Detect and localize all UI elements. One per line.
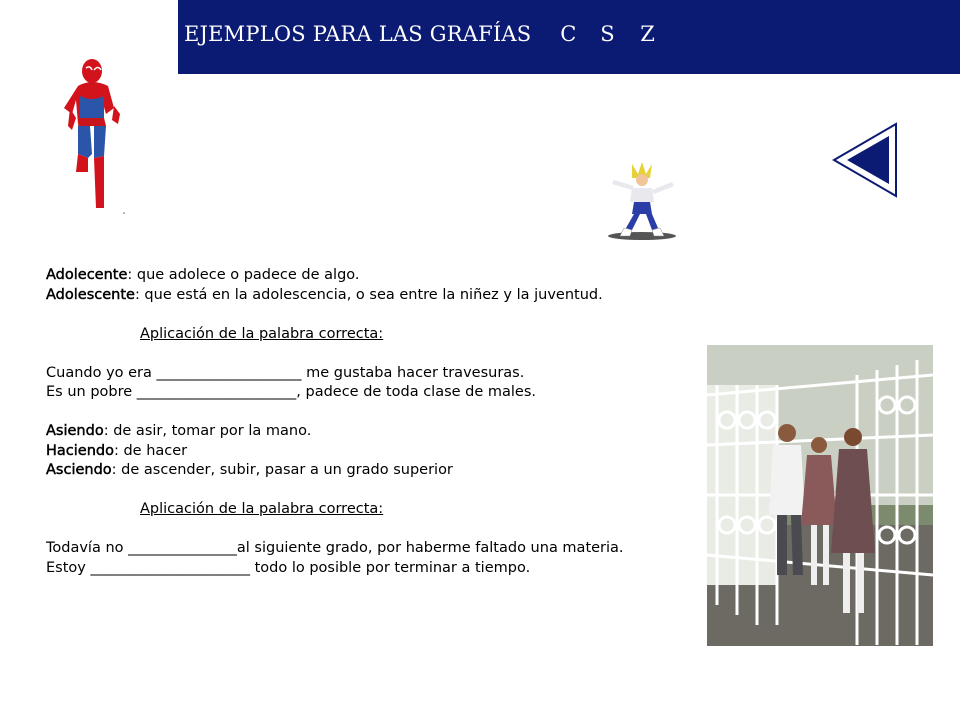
definition-adolecente: [46, 266, 666, 286]
section-heading-2: Aplicación de la palabra correcta:: [140, 501, 384, 517]
letter-s: S: [600, 22, 615, 46]
content-body: [46, 266, 666, 578]
definition-text: : de hacer: [113, 442, 188, 459]
title-letters: [560, 22, 680, 46]
term: Haciendo: [46, 442, 114, 459]
section-heading-1: Aplicación de la palabra correcta:: [140, 325, 384, 342]
term: Adolescente: [46, 286, 135, 303]
spiderman-figure: [56, 56, 146, 216]
exercise-4: Estoy ______________________ todo lo posible por terminar a tiempo.: [46, 559, 531, 576]
exercise-3: Todavía no _______________al siguiente grado, por haberme faltado una materia.: [46, 540, 624, 556]
triangle-left-icon[interactable]: [832, 122, 898, 198]
exercise-1: Cuando yo era ____________________ me gustaba hacer travesuras.: [46, 364, 525, 381]
letter-z: Z: [640, 22, 655, 46]
vegeta-figure: [606, 160, 680, 240]
page-title: [184, 22, 680, 46]
definition-text: : de ascender, subir, pasar a un grado superior: [111, 462, 453, 478]
definition-asiendo: [46, 422, 666, 442]
definition-adolescente: [46, 286, 666, 306]
definition-text: : de asir, tomar por la mano.: [103, 423, 312, 439]
term: Asiendo: [46, 423, 104, 439]
students-at-gate-photo: [707, 345, 933, 646]
definition-asciendo: [46, 461, 666, 481]
term: Asciendo: [46, 462, 112, 478]
title-text: EJEMPLOS PARA LAS GRAFÍAS: [184, 22, 532, 46]
exercise-2: Es un pobre ______________________, padece de toda clase de males.: [46, 384, 537, 400]
definition-text: : que está en la adolescencia, o sea entre la niñez y la juventud.: [134, 286, 603, 303]
definition-haciendo: [46, 442, 666, 462]
letter-c: C: [560, 22, 577, 46]
term: Adolecente: [46, 267, 128, 283]
definition-text: : que adolece o padece de algo.: [127, 267, 360, 283]
